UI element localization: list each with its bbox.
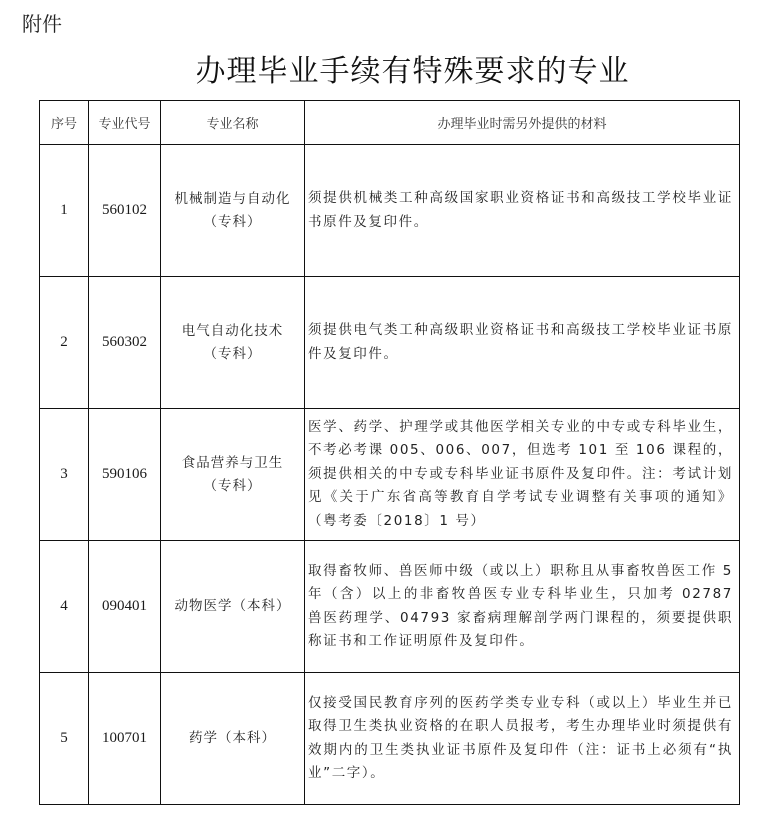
major-level: （专科）	[203, 345, 262, 362]
row-major-name	[161, 277, 305, 409]
table-row	[40, 673, 740, 805]
major-level: （专科）	[203, 213, 262, 230]
row-major-name	[161, 409, 305, 541]
table-row	[40, 541, 740, 673]
document-title: 办理毕业手续有特殊要求的专业	[195, 54, 630, 89]
header-code: 专业代号	[89, 101, 161, 145]
row-major-name	[161, 145, 305, 277]
major-name: 机械制造与自动化	[174, 190, 291, 207]
major-name: 动物医学（本科）	[174, 598, 291, 614]
row-requirement: 医学、药学、护理学或其他医学相关专业的中专或专科毕业生，不考必考课 005、006、007，但选考 101 至 106 课程的，须提供相关的中专或专科毕业证书原件及复印件。注：考试计划见《关于广东省高等教育自学考试专业调整有关事项的通知》（粤考委〔2018〕1 号）	[305, 409, 740, 541]
row-serial: 4	[40, 541, 89, 673]
row-major-name	[161, 541, 305, 673]
table-row	[40, 145, 740, 277]
row-serial: 3	[40, 409, 89, 541]
major-level: （专科）	[203, 477, 262, 494]
header-name: 专业名称	[161, 101, 305, 145]
row-code: 090401	[89, 541, 161, 673]
special-majors-table	[39, 100, 740, 805]
row-serial: 1	[40, 145, 89, 277]
table-header-row	[40, 101, 740, 145]
row-serial: 2	[40, 277, 89, 409]
attachment-label: 附件	[22, 12, 62, 36]
row-code: 100701	[89, 673, 161, 805]
table-row	[40, 409, 740, 541]
row-requirement: 须提供机械类工种高级国家职业资格证书和高级技工学校毕业证书原件及复印件。	[305, 145, 740, 277]
row-requirement: 仅接受国民教育序列的医药学类专业专科（或以上）毕业生并已取得卫生类执业资格的在职人员报考，考生办理毕业时须提供有效期内的卫生类执业证书原件及复印件（注：证书上必须有“执业”二字）。	[305, 673, 740, 805]
row-requirement: 须提供电气类工种高级职业资格证书和高级技工学校毕业证书原件及复印件。	[305, 277, 740, 409]
row-major-name	[161, 673, 305, 805]
major-name: 食品营养与卫生	[181, 454, 284, 471]
row-code: 590106	[89, 409, 161, 541]
major-name: 药学（本科）	[189, 730, 276, 746]
row-code: 560102	[89, 145, 161, 277]
row-code: 560302	[89, 277, 161, 409]
major-name: 电气自动化技术	[181, 322, 284, 339]
row-serial: 5	[40, 673, 89, 805]
header-serial: 序号	[40, 101, 89, 145]
table-row	[40, 277, 740, 409]
header-materials: 办理毕业时需另外提供的材料	[305, 101, 740, 145]
row-requirement: 取得畜牧师、兽医师中级（或以上）职称且从事畜牧兽医工作 5 年（含）以上的非畜牧兽医专业专科毕业生，只加考 02787 兽医药理学、04793 家畜病理解剖学两门课程的，须要提供职称证书和工作证明原件及复印件。	[305, 541, 740, 673]
